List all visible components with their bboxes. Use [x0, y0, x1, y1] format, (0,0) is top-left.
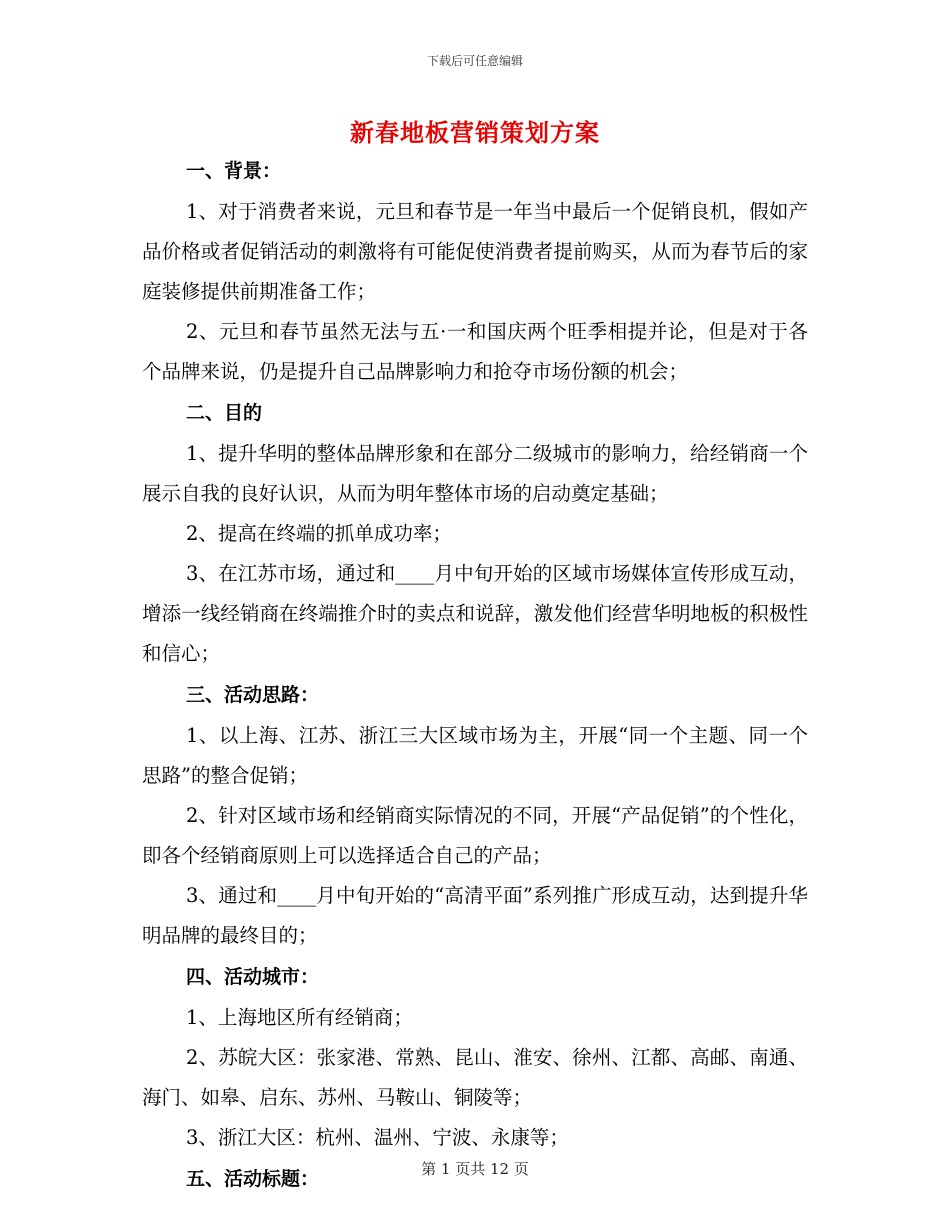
paragraph: 1、提升华明的整体品牌形象和在部分二级城市的影响力，给经销商一个展示自我的良好认识，从而为明年整体市场的启动奠定基础；: [142, 442, 808, 505]
section-heading: 三、活动思路：: [186, 684, 320, 706]
paragraph: 1、对于消费者来说，元旦和春节是一年当中最后一个促销良机，假如产品价格或者促销活动的刺激将有可能促使消费者提前购买，从而为春节后的家庭装修提供前期准备工作；: [142, 200, 808, 303]
document-body: [142, 150, 808, 1200]
paragraph: 1、上海地区所有经销商；: [186, 1006, 413, 1029]
section-heading: 一、背景：: [186, 160, 282, 182]
paragraph: 2、提高在终端的抓单成功率；: [186, 522, 452, 545]
paragraph: 3、在江苏市场，通过和____月中旬开始的区域市场媒体宣传形成互动，增添一线经销商在终端推介时的卖点和说辞，激发他们经营华明地板的积极性和信心；: [142, 562, 808, 665]
paragraph: 2、苏皖大区：张家港、常熟、昆山、淮安、徐州、江都、高邮、南通、海门、如皋、启东、苏州、马鞍山、铜陵等；: [142, 1046, 808, 1109]
section-heading: 四、活动城市：: [186, 966, 320, 988]
section-purpose: [142, 392, 808, 674]
paragraph: 1、以上海、江苏、浙江三大区域市场为主，开展“同一个主题、同一个思路”的整合促销；: [142, 724, 808, 787]
section-heading: 二、目的: [186, 402, 263, 424]
section-approach: [142, 674, 808, 956]
section-background: [142, 150, 808, 392]
paragraph: 3、浙江大区：杭州、温州、宁波、永康等；: [186, 1126, 569, 1149]
paragraph: 3、通过和____月中旬开始的“高清平面”系列推广形成互动，达到提升华明品牌的最终目的；: [142, 884, 808, 947]
page-number: 第 1 页共 12 页: [421, 1160, 529, 1178]
section-heading: 五、活动标题：: [186, 1168, 320, 1190]
document-title: 新春地板营销策划方案: [350, 118, 600, 147]
section-cities: [142, 956, 808, 1158]
page-header-note: 下载后可任意编辑: [426, 54, 523, 68]
paragraph: 2、元旦和春节虽然无法与五·一和国庆两个旺季相提并论，但是对于各个品牌来说，仍是提升自己品牌影响力和抢夺市场份额的机会；: [142, 320, 808, 383]
paragraph: 2、针对区域市场和经销商实际情况的不同，开展“产品促销”的个性化，即各个经销商原则上可以选择适合自己的产品；: [142, 804, 808, 867]
